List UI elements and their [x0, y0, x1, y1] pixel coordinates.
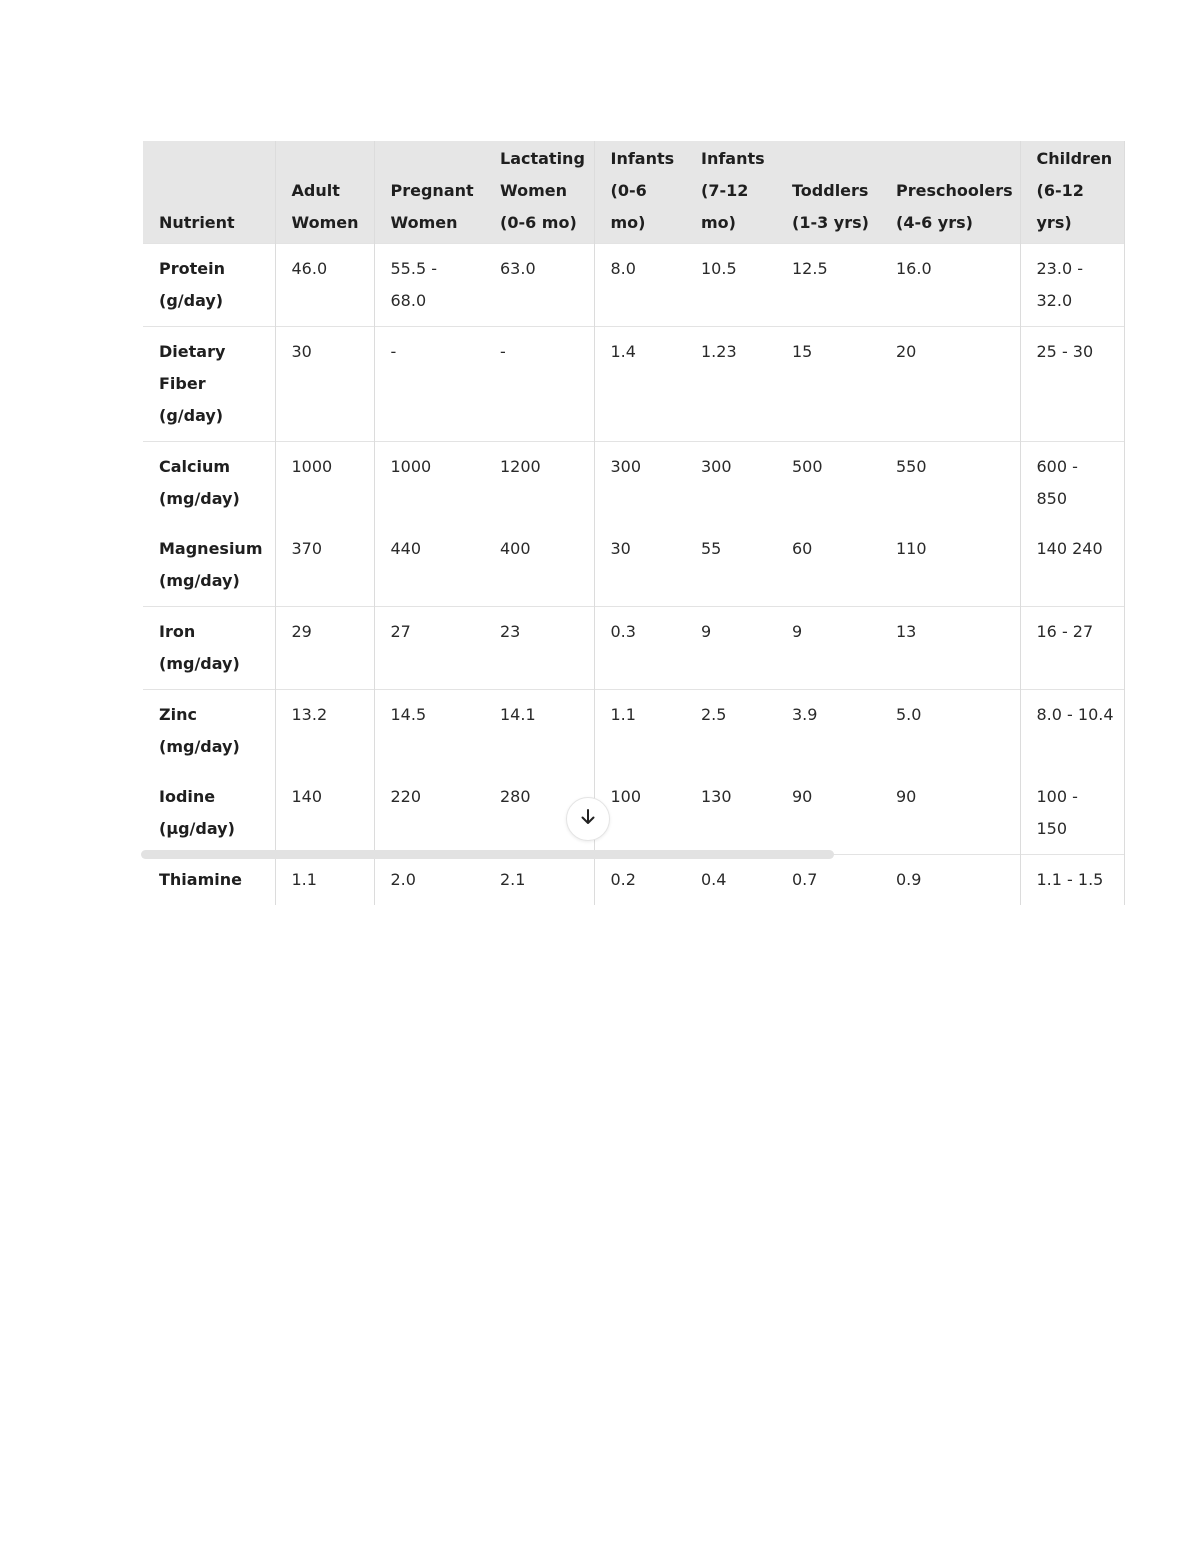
- value-cell: 63.0: [484, 244, 594, 327]
- value-cell: 0.3: [594, 607, 685, 690]
- horizontal-scrollbar[interactable]: [141, 850, 834, 859]
- value-cell: 0.9: [880, 855, 1020, 906]
- value-cell: 2.1: [484, 855, 594, 906]
- value-cell: 110: [880, 524, 1020, 607]
- value-cell: 1000: [374, 442, 484, 525]
- value-cell: 16 - 27: [1020, 607, 1124, 690]
- value-cell: 30: [610, 539, 631, 558]
- value-cell: 1.23: [685, 327, 776, 442]
- header-row: [143, 141, 1124, 244]
- column-header-infants-0-6: Infants (0-6 mo): [594, 141, 685, 244]
- table-row: [143, 772, 1124, 855]
- value-cell: 1.1: [275, 855, 374, 906]
- value-cell: 60: [792, 539, 813, 558]
- value-cell: 12.5: [776, 244, 880, 327]
- value-cell: 13.2: [275, 690, 374, 773]
- value-cell: 14.5: [374, 690, 484, 773]
- value-cell: 140 240: [1020, 524, 1124, 607]
- column-header-children: Children (6-12 yrs): [1020, 141, 1124, 244]
- value-cell: 90: [880, 772, 1020, 855]
- value-cell: 550: [880, 442, 1020, 525]
- table-header: [143, 141, 1124, 244]
- value-cell: 8.0: [594, 244, 685, 327]
- value-cell: 8.0 - 10.4: [1020, 690, 1124, 773]
- nutrient-cell: Iodine (µg/day): [143, 772, 275, 855]
- value-cell: 0.2: [594, 855, 685, 906]
- value-cell: 23: [484, 607, 594, 690]
- value-cell: 46.0: [275, 244, 374, 327]
- value-cell: 13: [880, 607, 1020, 690]
- value-cell: 27: [374, 607, 484, 690]
- table-row: [143, 524, 1124, 607]
- value-cell: 500: [776, 442, 880, 525]
- arrow-down-icon: [578, 807, 598, 831]
- column-header-pregnant-women: Pregnant Women: [374, 141, 484, 244]
- value-cell: 220: [390, 787, 422, 806]
- value-cell: -: [484, 327, 594, 442]
- column-header-adult-women: Adult Women: [275, 141, 374, 244]
- table-row: [143, 855, 1124, 906]
- table-row: [143, 327, 1124, 442]
- nutrient-cell: Dietary Fiber (g/day): [143, 327, 275, 442]
- value-cell: 5.0: [880, 690, 1020, 773]
- value-cell: 55.5 - 68.0: [374, 244, 484, 327]
- scroll-down-button[interactable]: [566, 797, 610, 841]
- table-row: [143, 442, 1124, 525]
- nutrient-cell: Protein (g/day): [143, 244, 275, 327]
- nutrient-cell: Iron (mg/day): [143, 607, 275, 690]
- value-cell: 280: [484, 772, 594, 855]
- value-cell: 300: [685, 442, 776, 525]
- value-cell: 3.9: [776, 690, 880, 773]
- value-cell: 1.4: [594, 327, 685, 442]
- value-cell: 55: [701, 539, 722, 558]
- value-cell: 400: [484, 524, 594, 607]
- table-row: [143, 690, 1124, 773]
- value-cell: 130: [701, 787, 732, 806]
- nutrient-cell: Thiamine: [143, 855, 275, 906]
- table-row: [143, 244, 1124, 327]
- value-cell: 370: [275, 524, 374, 607]
- value-cell: 1000: [275, 442, 374, 525]
- column-header-toddlers: Toddlers (1-3 yrs): [776, 141, 880, 244]
- value-cell: 300: [594, 442, 685, 525]
- value-cell: 1200: [484, 442, 594, 525]
- value-cell: 600 - 850: [1020, 442, 1124, 525]
- value-cell: 9: [685, 607, 776, 690]
- value-cell: 100 - 150: [1020, 772, 1124, 855]
- value-cell: 29: [275, 607, 374, 690]
- table-body: [143, 244, 1124, 906]
- value-cell: 9: [776, 607, 880, 690]
- value-cell: 0.4: [685, 855, 776, 906]
- nutrient-table-container[interactable]: [143, 141, 1124, 889]
- value-cell: 2.5: [685, 690, 776, 773]
- value-cell: 23.0 - 32.0: [1020, 244, 1124, 327]
- nutrient-cell: Magnesium (mg/day): [143, 524, 275, 607]
- value-cell: 440: [390, 539, 422, 558]
- column-header-preschoolers: Preschoolers (4-6 yrs): [880, 141, 1020, 244]
- value-cell: 140: [275, 772, 374, 855]
- value-cell: 20: [880, 327, 1020, 442]
- value-cell: 90: [792, 787, 813, 806]
- table-row: [143, 607, 1124, 690]
- column-header-infants-7-12: Infants (7-12 mo): [685, 141, 776, 244]
- nutrient-table: [143, 141, 1125, 905]
- value-cell: 100: [610, 787, 642, 806]
- value-cell: 1.1: [594, 690, 685, 773]
- value-cell: 1.1 - 1.5: [1020, 855, 1124, 906]
- value-cell: -: [374, 327, 484, 442]
- value-cell: 16.0: [880, 244, 1020, 327]
- value-cell: 10.5: [685, 244, 776, 327]
- value-cell: 30: [275, 327, 374, 442]
- value-cell: 25 - 30: [1020, 327, 1124, 442]
- column-header-nutrient: Nutrient: [143, 141, 275, 244]
- value-cell: 2.0: [374, 855, 484, 906]
- value-cell: 15: [776, 327, 880, 442]
- value-cell: 14.1: [484, 690, 594, 773]
- column-header-lactating-women: Lactating Women (0-6 mo): [484, 141, 594, 244]
- value-cell: 0.7: [776, 855, 880, 906]
- nutrient-cell: Zinc (mg/day): [143, 690, 275, 773]
- nutrient-cell: Calcium (mg/day): [143, 442, 275, 525]
